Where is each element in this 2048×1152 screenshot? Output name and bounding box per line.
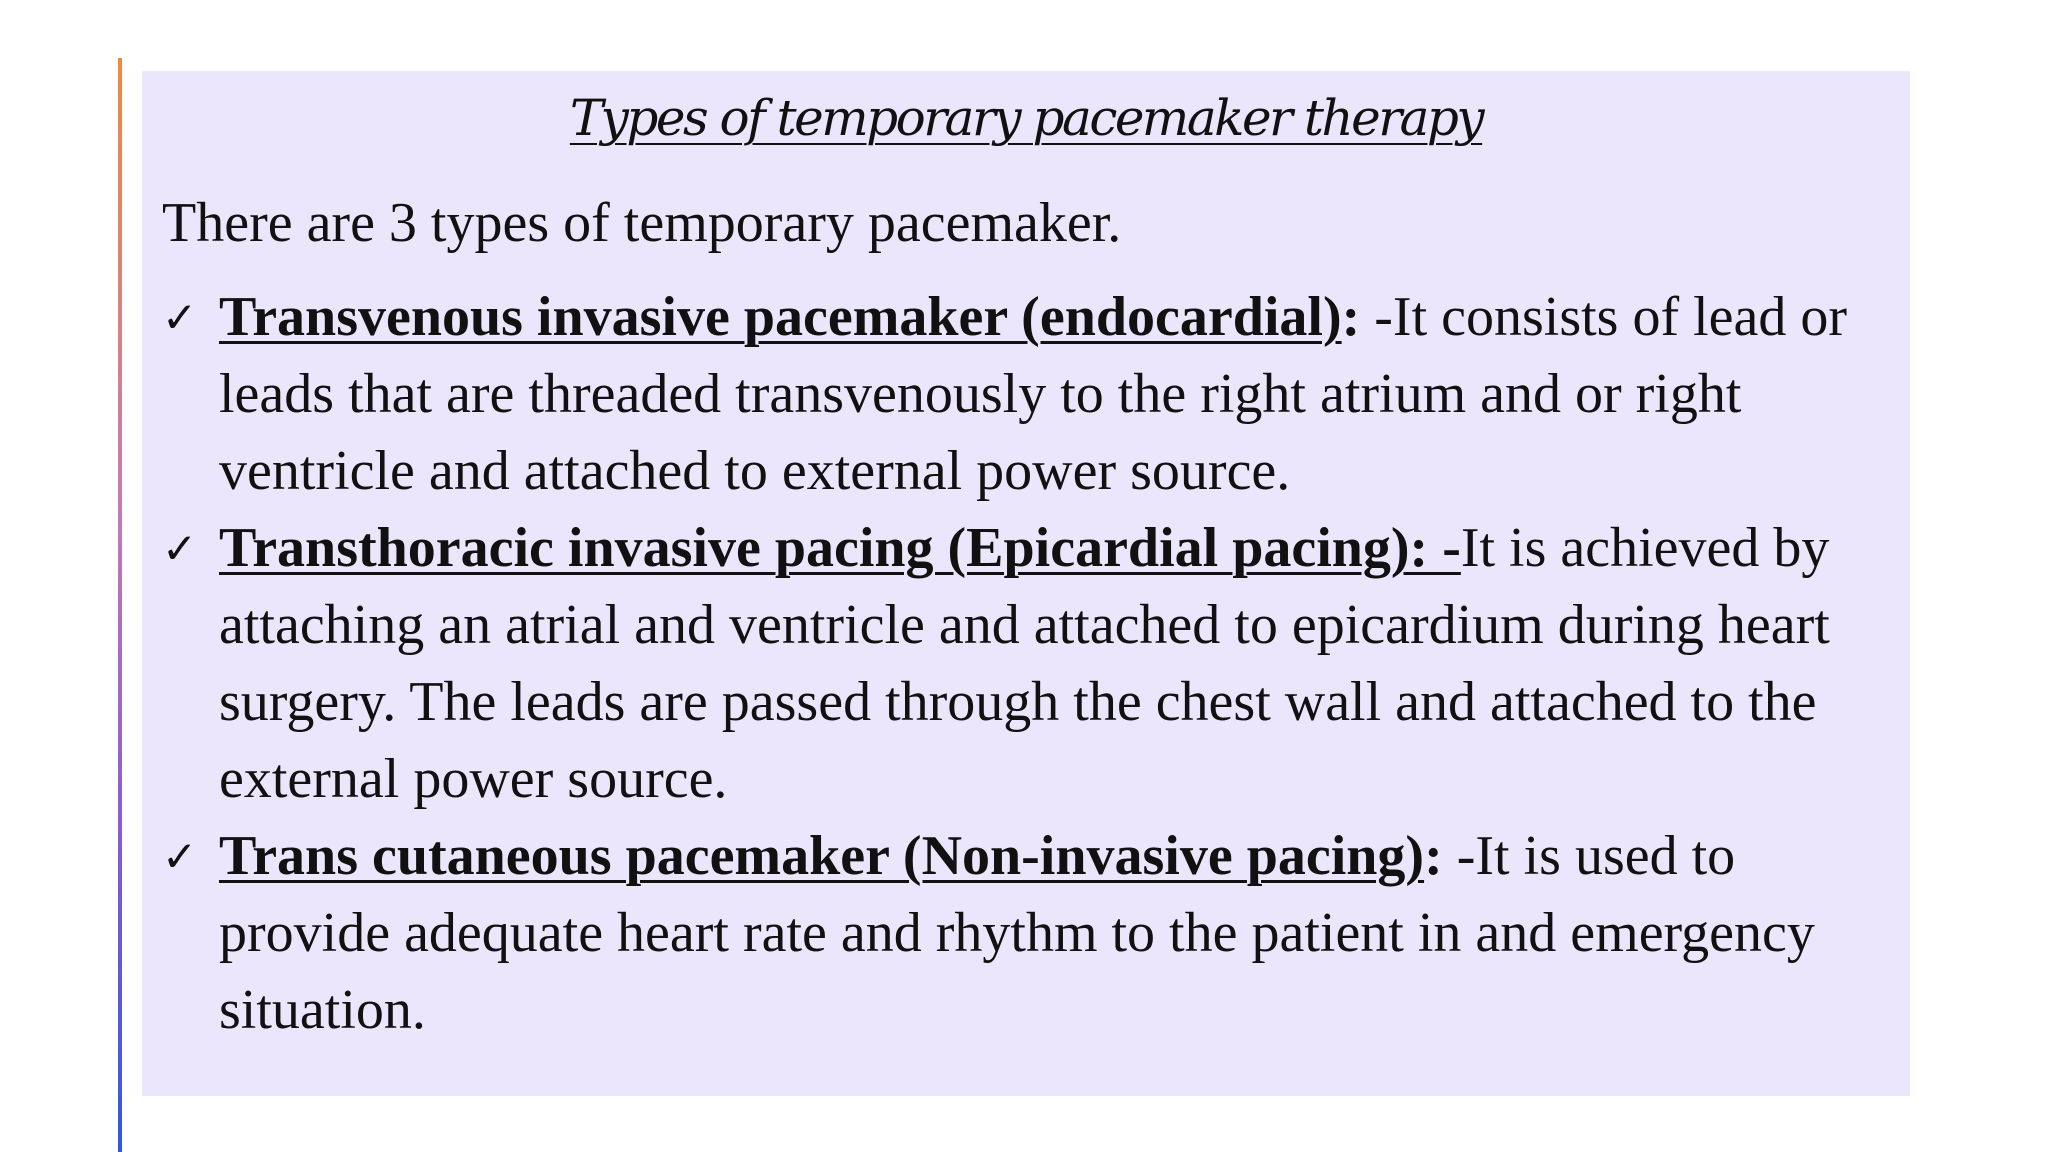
item-separator: : (1341, 286, 1375, 348)
list-item (162, 510, 1892, 818)
item-description: -It consists of lead or leads that are threaded transvenously to the right atrium and or right ventricle and attached to external power source. (219, 286, 1848, 502)
item-term: Transthoracic invasive pacing (Epicardial pacing): - (219, 517, 1461, 579)
item-description: It is achieved by attaching an atrial and ventricle and attached to epicardium during heart surgery. The leads are passed through the chest wall and attached to the external power source. (219, 517, 1830, 810)
checkmark-icon: ✓ (162, 293, 198, 342)
item-description: -It is used to provide adequate heart rate and rhythm to the patient in and emergency situation. (219, 825, 1815, 1041)
checkmark-icon: ✓ (162, 832, 198, 881)
item-separator: : (1424, 825, 1457, 887)
pacemaker-type-list (162, 279, 1892, 1049)
intro-text: There are 3 types of temporary pacemaker. (162, 192, 1122, 254)
slide-content-panel (142, 71, 1910, 1096)
list-item (162, 279, 1892, 510)
list-item (162, 818, 1892, 1049)
item-term: Transvenous invasive pacemaker (endocardial) (219, 286, 1342, 348)
item-term: Trans cutaneous pacemaker (Non-invasive pacing) (219, 825, 1425, 887)
checkmark-icon: ✓ (162, 524, 198, 573)
slide-accent-bar (118, 58, 122, 1152)
slide-title: Types of temporary pacemaker therapy (569, 89, 1483, 147)
